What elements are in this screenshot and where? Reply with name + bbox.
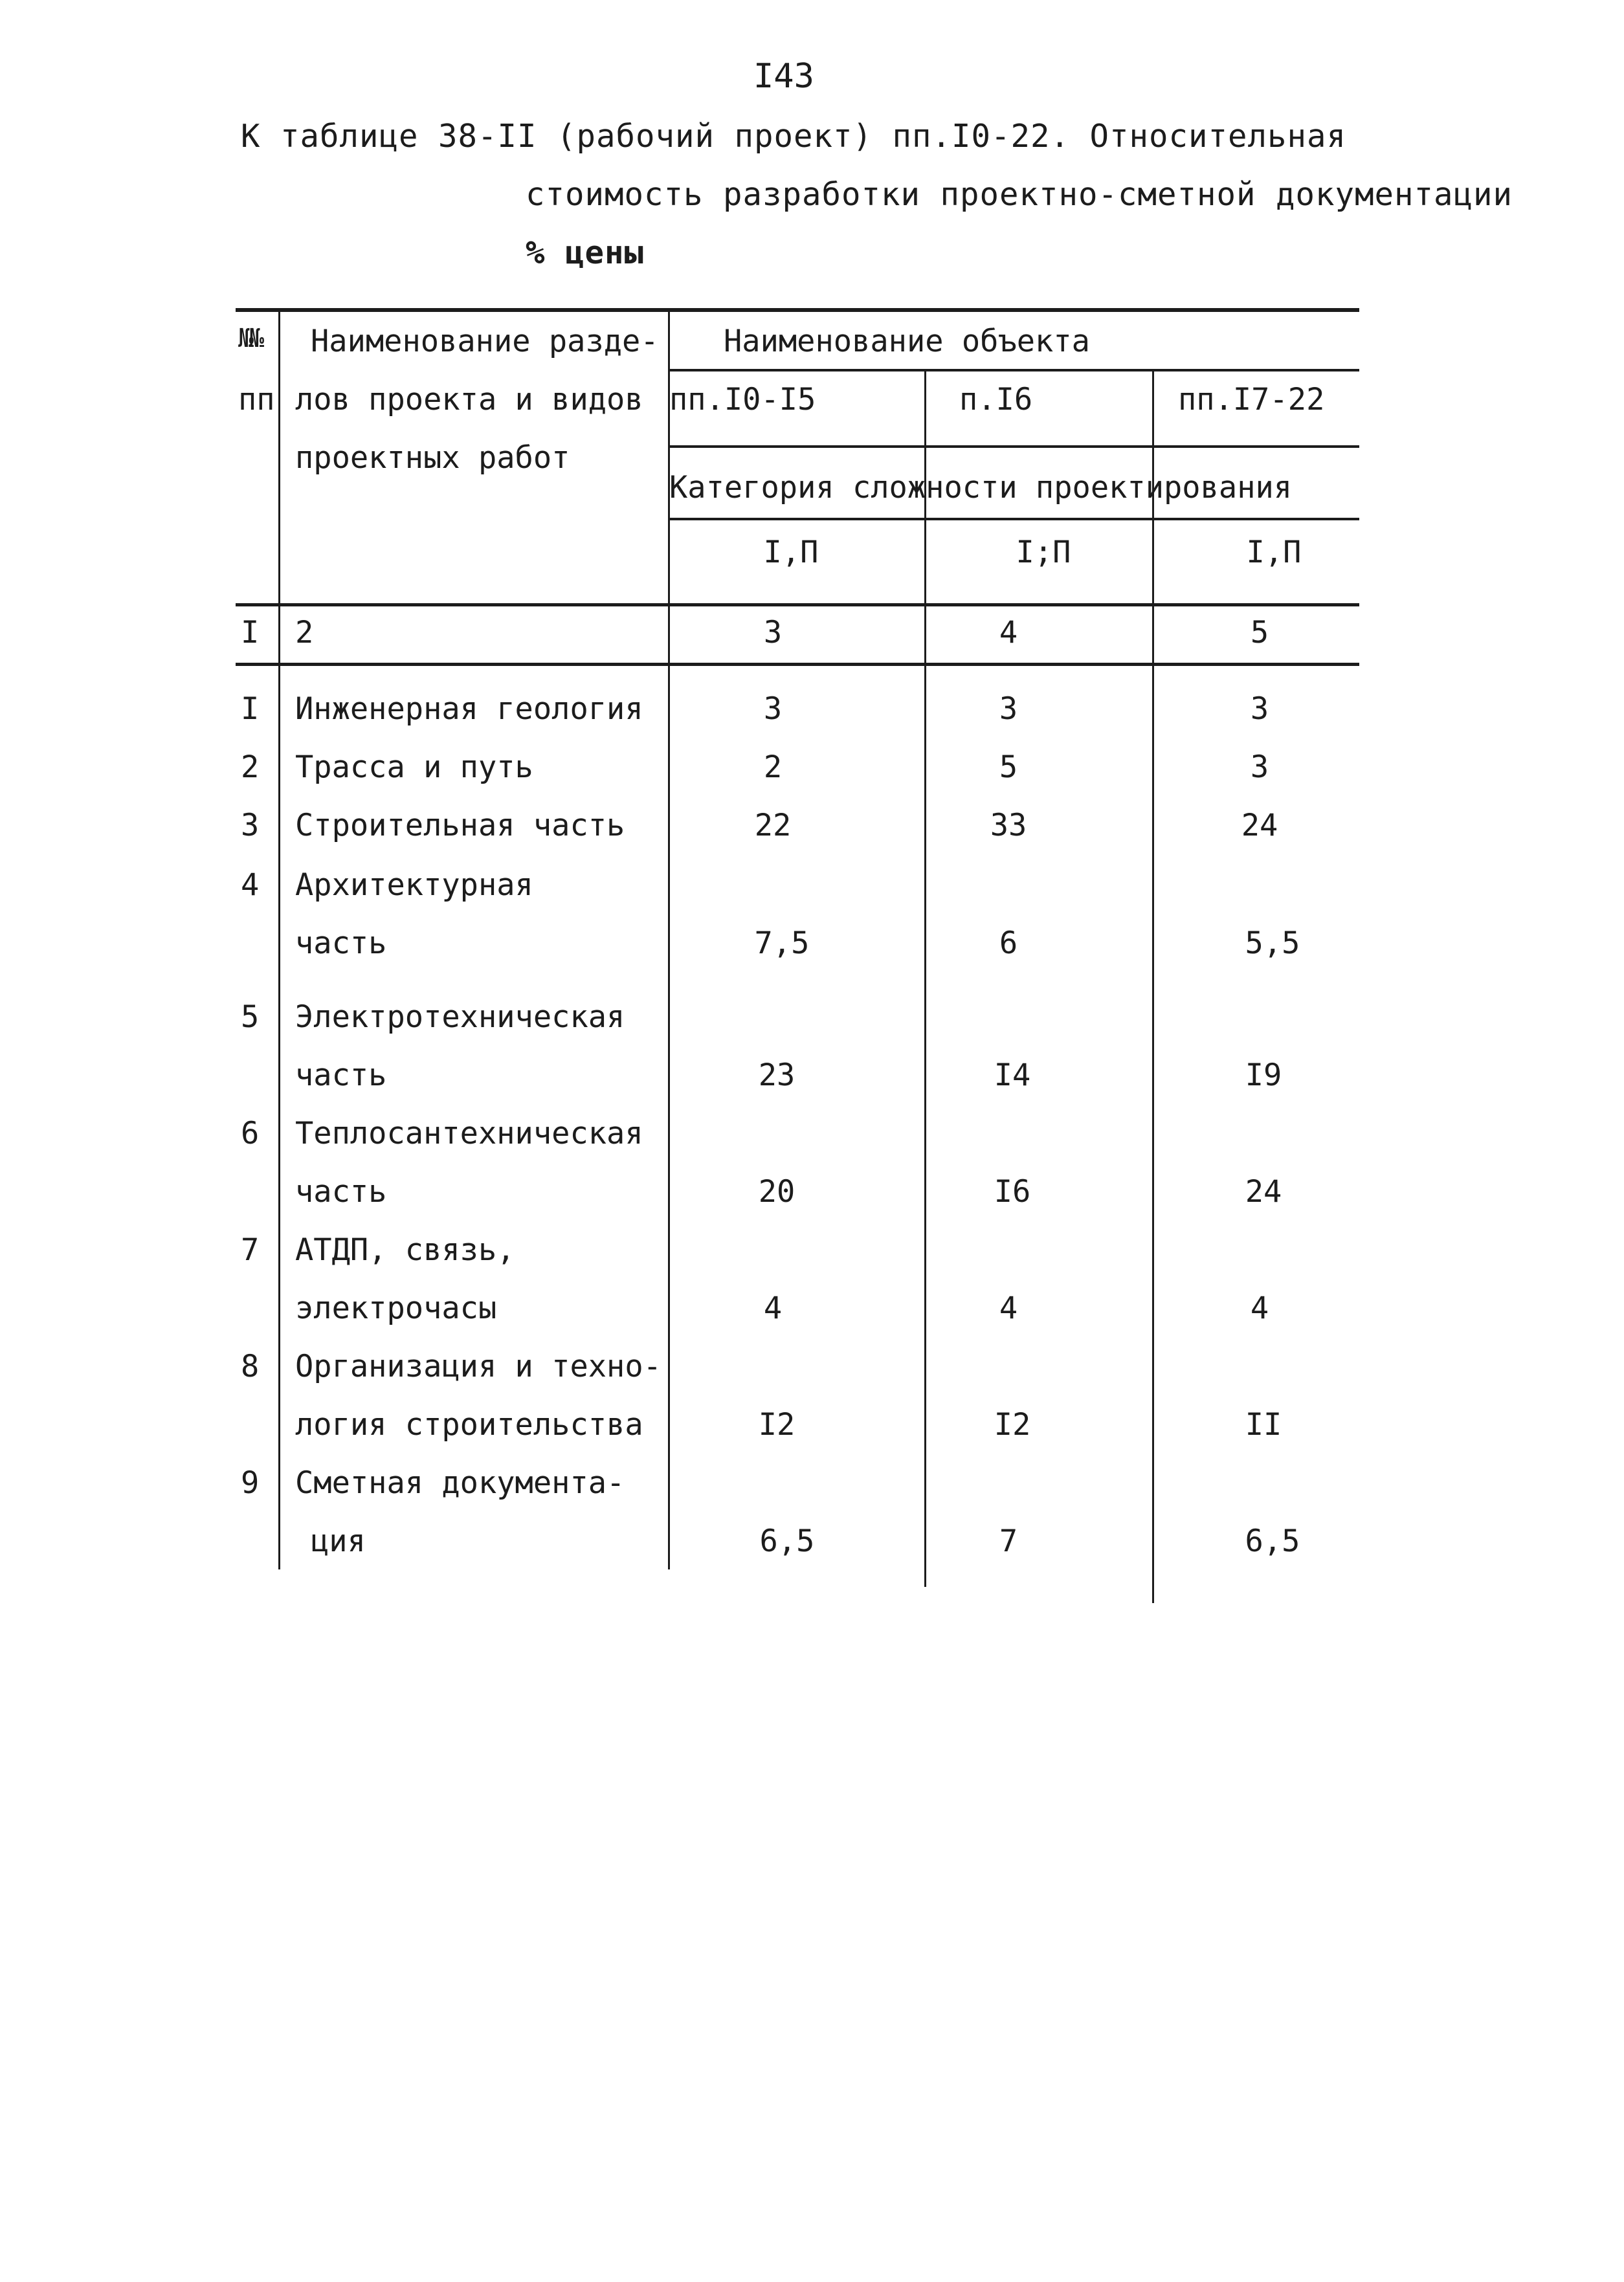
col-divider-obj1: [924, 370, 926, 1587]
colnum-4: 4: [999, 615, 1018, 650]
row-9-name-line1: Сметная документа-: [295, 1465, 625, 1501]
row-3-name-line1: Строительная часть: [295, 808, 625, 843]
row-6-value-1: 20: [758, 1174, 795, 1210]
row-7-value-2: 4: [999, 1291, 1018, 1326]
header-bottom-rule: [236, 603, 1359, 606]
header-category-1: I,П: [763, 535, 819, 570]
row-2-value-2: 5: [999, 749, 1018, 785]
title-line-2: стоимость разработки проектно-сметной документации: [526, 176, 1513, 213]
row-1-value-1: 3: [763, 691, 783, 727]
row-3-value-3: 24: [1241, 808, 1278, 843]
header-num-line2: пп: [238, 382, 275, 417]
colnum-1: I: [241, 615, 260, 650]
row-1-name-line1: Инженерная геология: [295, 691, 643, 727]
row-3-value-1: 22: [754, 808, 792, 843]
row-8-name-line2: логия строительства: [295, 1407, 643, 1443]
row-7-num: 7: [241, 1232, 260, 1268]
row-1-value-3: 3: [1250, 691, 1269, 727]
row-4-value-2: 6: [999, 925, 1018, 961]
row-9-num: 9: [241, 1465, 260, 1501]
row-6-value-2: I6: [994, 1174, 1031, 1210]
row-5-name-line2: часть: [295, 1058, 387, 1093]
row-9-value-1: 6,5: [759, 1523, 815, 1559]
row-2-value-1: 2: [763, 749, 783, 785]
row-4-name-line2: часть: [295, 925, 387, 961]
row-8-value-1: I2: [758, 1407, 795, 1443]
col-divider-obj2: [1152, 370, 1154, 1603]
header-complexity: Категория сложности проектирования: [669, 470, 1293, 505]
colnum-5: 5: [1250, 615, 1269, 650]
row-7-value-3: 4: [1250, 1291, 1269, 1326]
title-line-3: % цены: [526, 234, 645, 271]
header-name-line1: Наименование разде-: [311, 324, 659, 359]
colnum-2: 2: [295, 615, 314, 650]
row-7-name-line1: АТДП, связь,: [295, 1232, 515, 1268]
colnum-bottom-rule: [236, 663, 1359, 666]
row-3-value-2: 33: [990, 808, 1027, 843]
object-name-rule: [668, 369, 1359, 371]
row-6-num: 6: [241, 1116, 260, 1151]
table-top-rule: [236, 308, 1359, 312]
complexity-rule: [668, 518, 1359, 520]
row-5-value-2: I4: [994, 1058, 1031, 1093]
colnum-3: 3: [763, 615, 783, 650]
row-7-name-line2: электрочасы: [295, 1291, 497, 1326]
row-7-value-1: 4: [763, 1291, 783, 1326]
row-5-num: 5: [241, 999, 260, 1035]
col-divider-num: [278, 311, 280, 1569]
header-name-line3: проектных работ: [295, 440, 570, 476]
row-1-num: I: [241, 691, 260, 727]
row-9-name-line2: ция: [311, 1523, 366, 1559]
row-8-num: 8: [241, 1349, 260, 1384]
title-line-1: К таблице 38-II (рабочий проект) пп.I0-22. Относительная: [241, 118, 1347, 155]
row-8-value-2: I2: [994, 1407, 1031, 1443]
row-4-value-1: 7,5: [754, 925, 810, 961]
header-object-3: пп.I7-22: [1178, 382, 1325, 417]
row-5-name-line1: Электротехническая: [295, 999, 625, 1035]
row-6-name-line2: часть: [295, 1174, 387, 1210]
row-2-num: 2: [241, 749, 260, 785]
row-4-num: 4: [241, 867, 260, 903]
row-6-value-3: 24: [1245, 1174, 1282, 1210]
header-object-2: п.I6: [959, 382, 1033, 417]
header-category-3: I,П: [1246, 535, 1302, 570]
header-object-1: пп.I0-I5: [669, 382, 816, 417]
row-1-value-2: 3: [999, 691, 1018, 727]
row-3-num: 3: [241, 808, 260, 843]
row-6-name-line1: Теплосантехническая: [295, 1116, 643, 1151]
row-4-value-3: 5,5: [1245, 925, 1300, 961]
row-5-value-3: I9: [1245, 1058, 1282, 1093]
header-name-line2: лов проекта и видов: [295, 382, 643, 417]
row-9-value-2: 7: [999, 1523, 1018, 1559]
header-category-2: I;П: [1016, 535, 1071, 570]
row-8-value-3: II: [1245, 1407, 1282, 1443]
row-4-name-line1: Архитектурная: [295, 867, 533, 903]
row-9-value-3: 6,5: [1245, 1523, 1300, 1559]
objects-rule: [668, 445, 1359, 448]
page-number: I43: [753, 57, 814, 96]
row-2-name-line1: Трасса и путь: [295, 749, 533, 785]
header-object-name: Наименование объекта: [724, 324, 1090, 359]
row-5-value-1: 23: [758, 1058, 795, 1093]
row-2-value-3: 3: [1250, 749, 1269, 785]
row-8-name-line1: Организация и техно-: [295, 1349, 662, 1384]
header-num-line1: №№: [238, 324, 260, 353]
